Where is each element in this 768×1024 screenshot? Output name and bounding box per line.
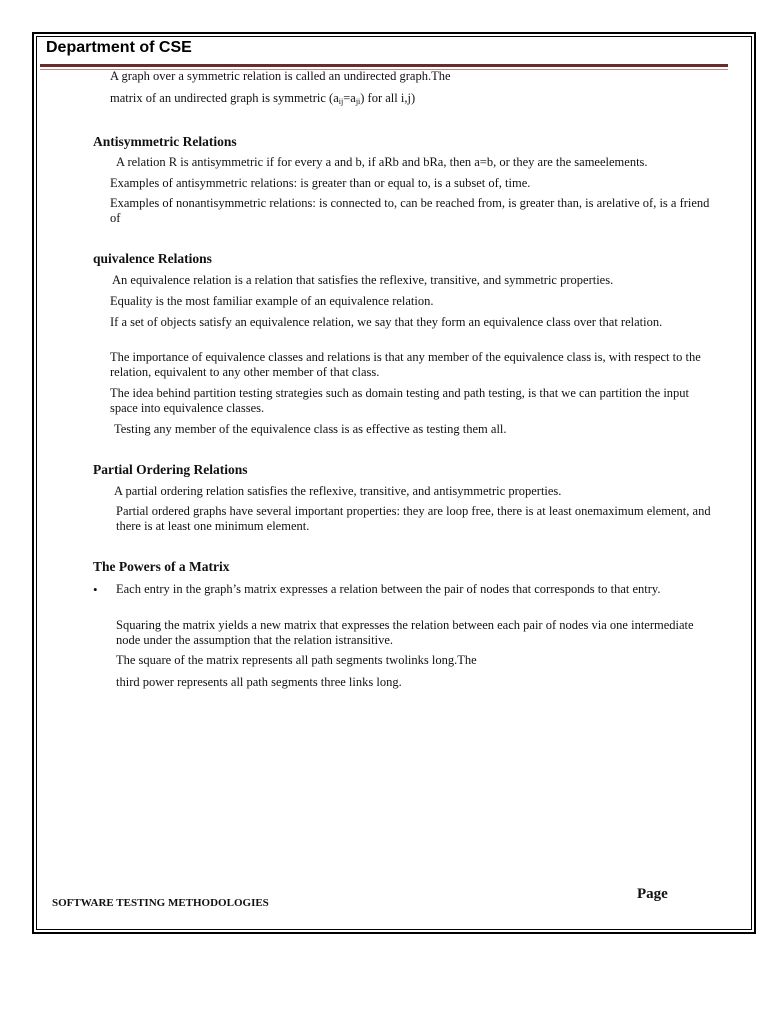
equivalence-p3: If a set of objects satisfy an equivalence relation, we say that they form an equivalence class over that relation.: [110, 315, 663, 329]
equivalence-p6: Testing any member of the equivalence class is as effective as testing them all.: [114, 422, 507, 436]
powers-p2: Squaring the matrix yields a new matrix that expresses the relation between each pair of nodes via one intermediate node under the assumption that the relation istransitive.: [116, 618, 694, 647]
heading-powers-of-matrix: The Powers of a Matrix: [93, 559, 230, 574]
intro-line-1: A graph over a symmetric relation is called an undirected graph.The: [110, 69, 451, 83]
heading-equivalence: quivalence Relations: [93, 251, 212, 266]
equivalence-p4: The importance of equivalence classes and relations is that any member of the equivalence class is, with respect to the relation, equivalent to any other member of that class.: [110, 350, 701, 379]
powers-p3: The square of the matrix represents all path segments twolinks long.The: [116, 653, 477, 667]
header-rule: [40, 64, 728, 67]
heading-antisymmetric: Antisymmetric Relations: [93, 134, 237, 149]
antisymmetric-p3: Examples of nonantisymmetric relations: is connected to, can be reached from, is greater than, is arelative of, is a friend of: [110, 196, 710, 225]
antisymmetric-p2: Examples of antisymmetric relations: is greater than or equal to, is a subset of, time.: [110, 176, 531, 190]
bullet-icon: •: [93, 582, 98, 597]
footer-page-label: Page: [637, 886, 668, 902]
powers-p1: Each entry in the graph’s matrix expresses a relation between the pair of nodes that corresponds to that entry.: [116, 582, 661, 596]
intro-line-2: matrix of an undirected graph is symmetric $(a_{ij}=a_{ji})$ for all i,j): [110, 91, 416, 106]
heading-partial-ordering: Partial Ordering Relations: [93, 462, 248, 477]
powers-p4: third power represents all path segments three links long.: [116, 675, 402, 689]
page-border-inner: [36, 36, 752, 930]
partial-p2: Partial ordered graphs have several important properties: they are loop free, there is at least onemaximum element, and there is at least one minimum element.: [116, 504, 711, 533]
antisymmetric-p1: A relation R is antisymmetric if for every a and b, if aRb and bRa, then a=b, or they are the sameelements.: [116, 155, 648, 169]
footer-course-title: SOFTWARE TESTING METHODOLOGIES: [52, 897, 269, 909]
partial-p1: A partial ordering relation satisfies the reflexive, transitive, and antisymmetric properties.: [114, 484, 562, 498]
equivalence-p5: The idea behind partition testing strategies such as domain testing and path testing, is that we can partition the input space into equivalence classes.: [110, 386, 690, 415]
equivalence-p1: An equivalence relation is a relation that satisfies the reflexive, transitive, and symmetric properties.: [112, 273, 614, 287]
equivalence-p2: Equality is the most familiar example of an equivalence relation.: [110, 294, 434, 308]
department-header: Department of CSE: [46, 39, 192, 56]
